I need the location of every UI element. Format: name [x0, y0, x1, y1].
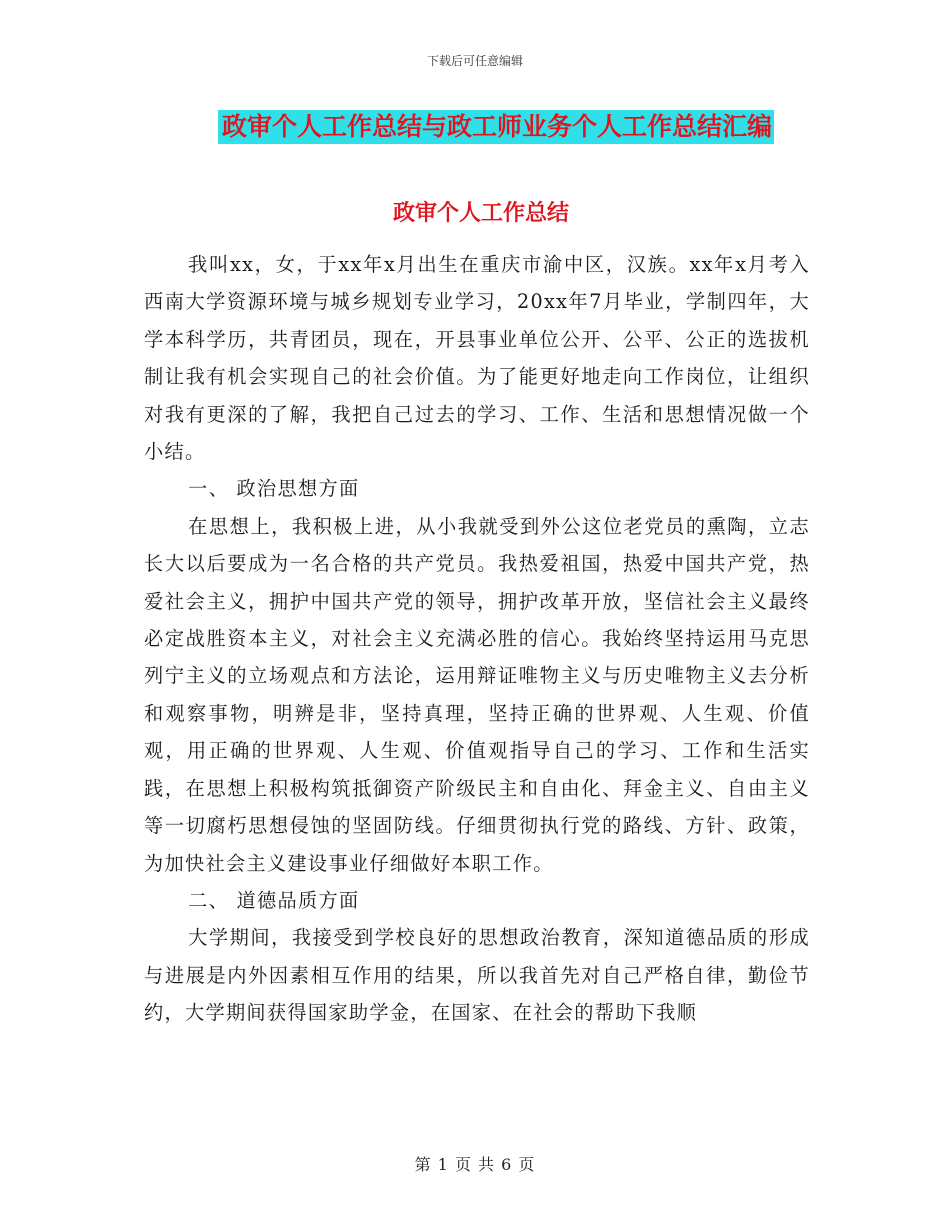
- heading-moral: 二、 道德品质方面: [188, 888, 360, 912]
- document-title: 政审个人工作总结与政工师业务个人工作总结汇编: [218, 110, 774, 144]
- paragraph-intro: 我叫xx，女，于xx年x月出生在重庆市渝中区，汉族。xx年x月考入西南大学资源环境与城乡规划专业学习，20xx年7月毕业，学制四年，大学本科学历，共青团员，现在，开县事业单位公开、公平、公正的选拔机制让我有机会实现自己的社会价值。为了能更好地走向工作岗位，让组织对我有更深的了解，我把自己过去的学习、工作、生活和思想情况做一个小结。: [144, 253, 810, 464]
- document-body: [144, 246, 810, 1032]
- page-number-footer: 第 1 页 共 6 页: [414, 1155, 536, 1174]
- section-title: 政审个人工作总结: [392, 201, 569, 226]
- paragraph-political: 在思想上，我积极上进，从小我就受到外公这位老党员的熏陶，立志长大以后要成为一名合格的共产党员。我热爱祖国，热爱中国共产党，热爱社会主义，拥护中国共产党的领导，拥护改革开放，坚信社会主义最终必定战胜资本主义，对社会主义充满必胜的信心。我始终坚持运用马克思列宁主义的立场观点和方法论，运用辩证唯物主义与历史唯物主义去分析和观察事物，明辨是非，坚持真理，坚持正确的世界观、人生观、价值观，用正确的世界观、人生观、价值观指导自己的学习、工作和生活实践，在思想上积极构筑抵御资产阶级民主和自由化、拜金主义、自由主义等一切腐朽思想侵蚀的坚固防线。仔细贯彻执行党的路线、方针、政策，为加快社会主义建设事业仔细做好本职工作。: [144, 514, 810, 875]
- page-header-note: 下载后可任意编辑: [426, 54, 523, 68]
- document-title-container: [0, 110, 950, 144]
- paragraph-moral: 大学期间，我接受到学校良好的思想政治教育，深知道德品质的形成与进展是内外因素相互作用的结果，所以我首先对自己严格自律，勤俭节约，大学期间获得国家助学金，在国家、在社会的帮助下我顺: [144, 926, 810, 1025]
- heading-political: 一、 政治思想方面: [188, 477, 360, 501]
